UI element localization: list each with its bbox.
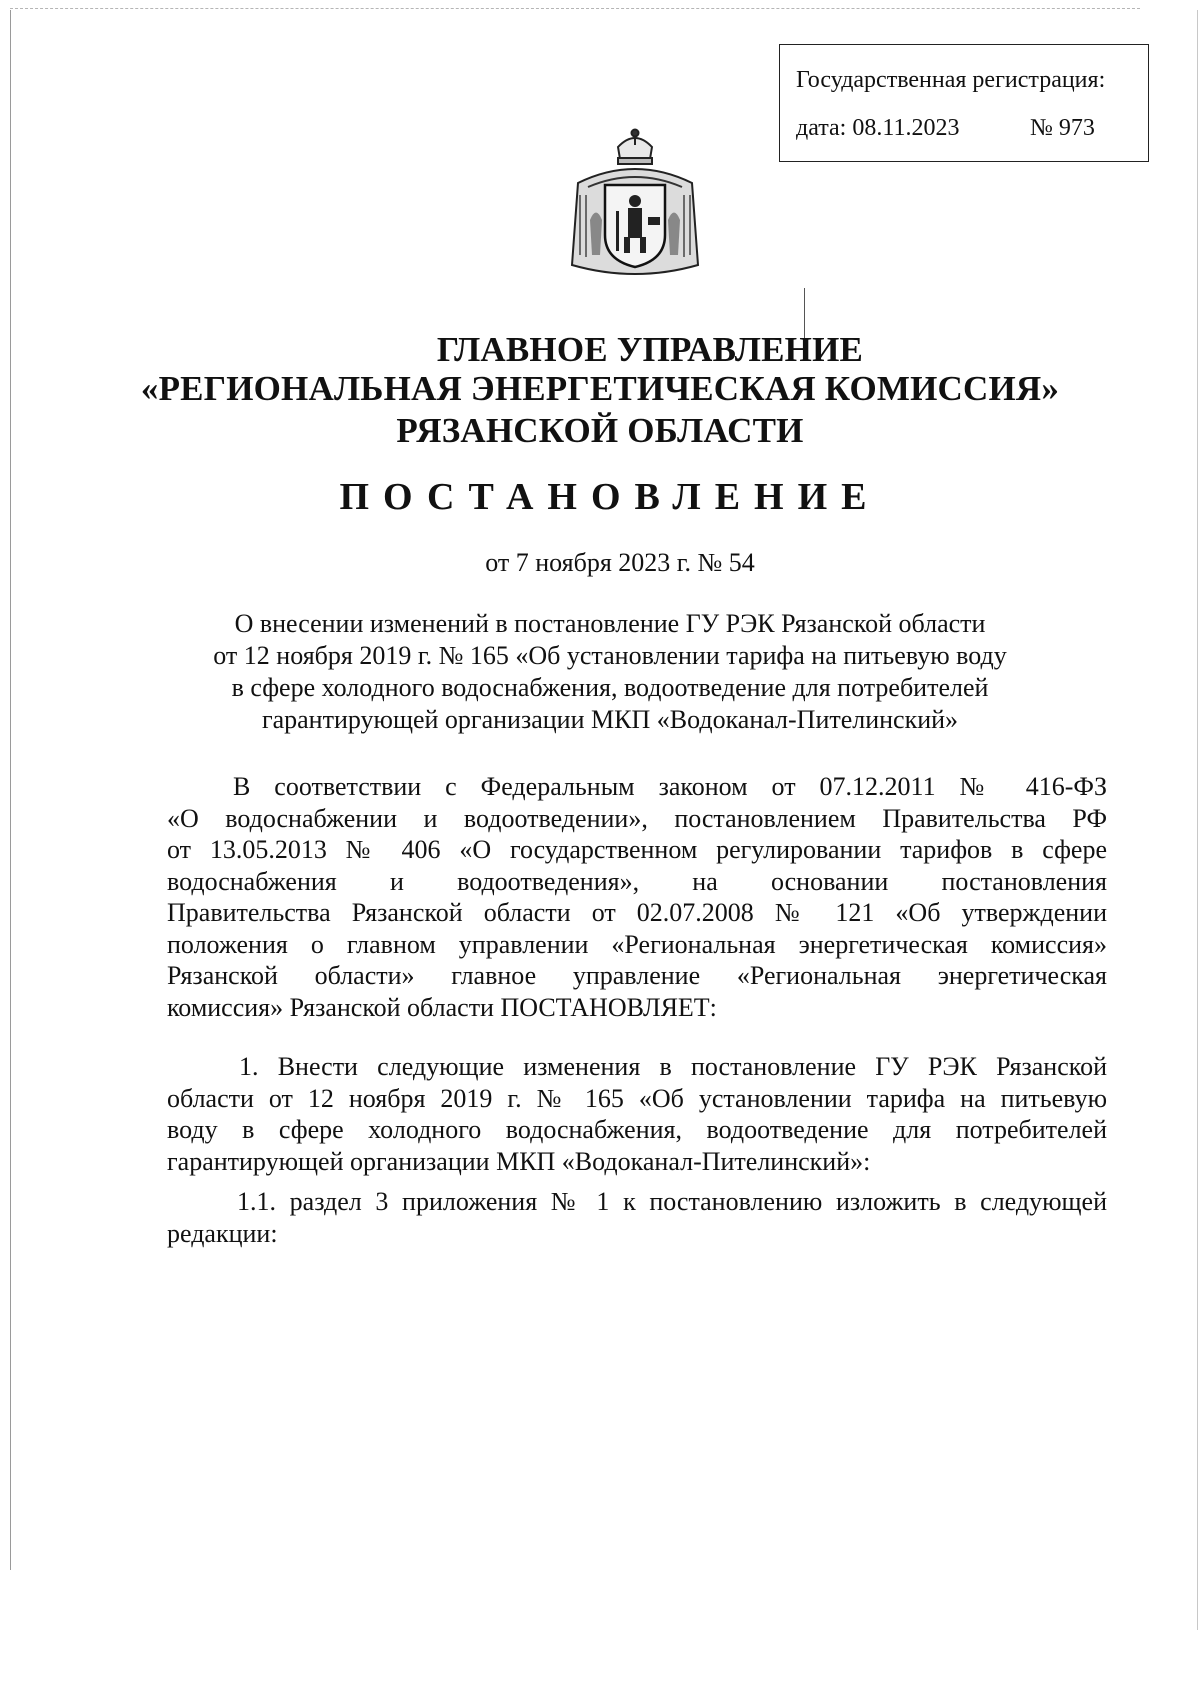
preamble-line: положения о главном управлении «Региональная энергетическая комиссия»: [167, 929, 1107, 959]
preamble-line: «О водоснабжении и водоотведении», постановлением Правительства РФ: [167, 803, 1107, 833]
preamble-line: В соответствии с Федеральным законом от 07.12.2011 № 416-ФЗ: [233, 772, 1107, 801]
preamble-line: от 13.05.2013 № 406 «О государственном регулировании тарифов в сфере: [167, 835, 1107, 864]
registration-stamp: [779, 44, 1149, 162]
subject-line: О внесении изменений в постановление ГУ РЭК Рязанской области: [234, 609, 986, 638]
preamble-paragraph: [167, 771, 1107, 1023]
coat-of-arms-icon: [560, 125, 710, 285]
subject-line: в сфере холодного водоснабжения, водоотведение для потребителей: [231, 673, 989, 702]
point-1-line: воду в сфере холодного водоснабжения, водоотведение для потребителей: [167, 1115, 1107, 1144]
point-1-1-line: редакции:: [167, 1218, 278, 1248]
preamble-line: водоснабжения и водоотведения», на основании постановления: [167, 866, 1107, 896]
preamble-line: Рязанской области» главное управление «Региональная энергетическая: [167, 961, 1107, 990]
document-type: ПОСТАНОВЛЕНИЕ: [339, 476, 881, 518]
subject-line: от 12 ноября 2019 г. № 165 «Об установлении тарифа на питьевую воду: [213, 641, 1007, 670]
registration-number: № 973: [1030, 115, 1095, 141]
document-subject: [180, 608, 1040, 736]
scan-edge-left: [10, 10, 11, 1570]
preamble-line: комиссия» Рязанской области ПОСТАНОВЛЯЕТ:: [167, 992, 717, 1022]
scan-edge-top: [10, 8, 1140, 9]
point-1-line: области от 12 ноября 2019 г. № 165 «Об установлении тарифа на питьевую: [167, 1083, 1107, 1113]
org-title-line2: «РЕГИОНАЛЬНАЯ ЭНЕРГЕТИЧЕСКАЯ КОМИССИЯ»: [140, 369, 1060, 408]
preamble-line: Правительства Рязанской области от 02.07.2008 № 121 «Об утверждении: [167, 898, 1107, 927]
registration-title: Государственная регистрация:: [796, 67, 1106, 93]
point-1-line: гарантирующей организации МКП «Водоканал-Пителинский»:: [167, 1146, 871, 1176]
org-title-line1: ГЛАВНОЕ УПРАВЛЕНИЕ: [436, 330, 864, 369]
point-1-1-paragraph: [167, 1186, 1107, 1249]
scan-edge-right: [1197, 10, 1198, 1630]
point-1-line: 1. Внести следующие изменения в постановление ГУ РЭК Рязанской: [239, 1052, 1107, 1081]
org-title-line3: РЯЗАНСКОЙ ОБЛАСТИ: [396, 411, 804, 450]
registration-date: дата: 08.11.2023: [796, 115, 960, 141]
point-1-1-line: 1.1. раздел 3 приложения № 1 к постановлению изложить в следующей: [237, 1187, 1107, 1216]
document-date-number: от 7 ноября 2023 г. № 54: [485, 548, 755, 577]
subject-line: гарантирующей организации МКП «Водоканал-Пителинский»: [261, 705, 959, 734]
point-1-paragraph: [167, 1051, 1107, 1177]
